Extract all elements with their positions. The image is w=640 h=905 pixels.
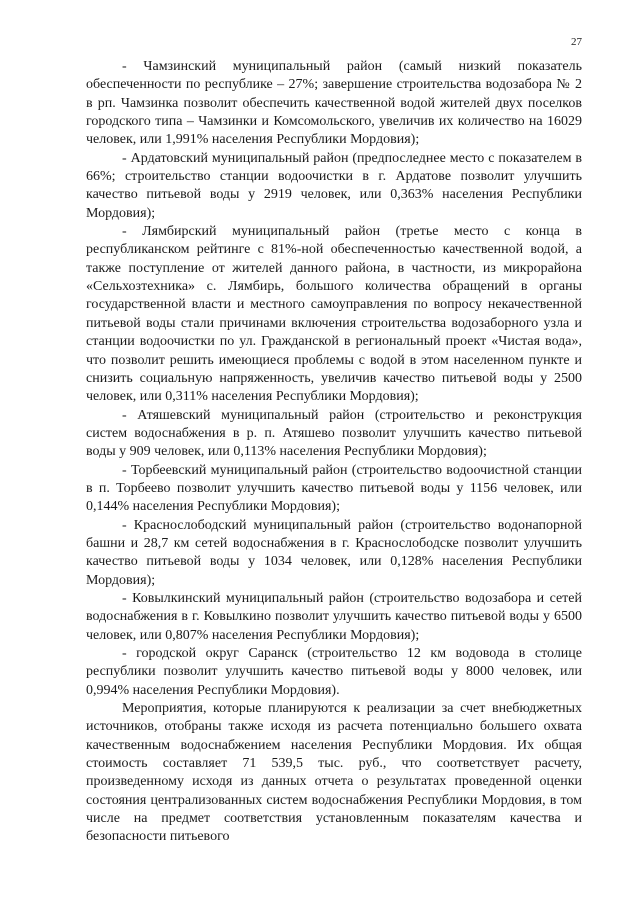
document-body	[86, 58, 582, 847]
paragraph-kovylkinsky-district: - Ковылкинский муниципальный район (строительство водозабора и сетей водоснабжения в г. Ковылкино позволит улучшить качество питьевой воды у 6500 человек, или 0,807% населения Республики Мордовия);	[86, 590, 582, 643]
paragraph-krasnoslobodsky-district: - Краснослободский муниципальный район (строительство водонапорной башни и 28,7 км сетей водоснабжения в г. Краснослободске позволит улучшить качество питьевой воды у 1034 человек, или 0,128% населения Республики Мордовия);	[86, 517, 582, 588]
paragraph-atyashevsky-district: - Атяшевский муниципальный район (строительство и реконструкция систем водоснабжения в р. п. Атяшево позволит улучшить качество питьевой воды у 909 человек, или 0,113% населения Республики Мордовия);	[86, 407, 582, 460]
page-number: 27	[571, 36, 582, 48]
paragraph-saransk-district: - городской округ Саранск (строительство 12 км водовода в столице республики позволит улучшить качество питьевой воды у 8000 человек, или 0,994% населения Республики Мордовия).	[86, 646, 582, 698]
paragraph-ardatovsky-district: - Ардатовский муниципальный район (предпоследнее место с показателем в 66%; строительство станции водоочистки в г. Ардатове позволит улучшить качество питьевой воды у 2919 человек, или 0,363% населения Республики Мордовия);	[86, 150, 582, 221]
paragraph-torbeevsky-district: - Торбеевский муниципальный район (строительство водоочистной станции в п. Торбеево позволит улучшить качество питьевой воды у 1156 человек, или 0,144% населения Республики Мордовия);	[86, 462, 582, 515]
paragraph-extra-budgetary-measures: Мероприятия, которые планируются к реализации за счет внебюджетных источников, отобраны также исходя из расчета потенциально большего охвата качественным водоснабжением населения Республики Мордовия. Их общая стоимость составляет 71 539,5 тыс. руб., что соответствует расчету, произведенному исходя из данных отчета о результатах проведенной оценки состояния централизованных систем водоснабжения Республики Мордовия, в том числе на предмет соответствия установленным показателям качества и безопасности питьевого	[86, 701, 582, 845]
paragraph-lyambirsky-district: - Лямбирский муниципальный район (третье место с конца в республиканском рейтинге с 81%-ной обеспеченностью качественной водой, а также поступление от жителей данного района, в частности, из микрорайона «Сельхозтехника» с. Лямбирь, большого количества обращений в органы государственной власти и местного самоуправления по вопросу некачественной питьевой воды стали причинами включения строительства водозаборного узла и станции водоочистки по ул. Гражданской в региональный проект «Чистая вода», что позволит решить имеющиеся проблемы с водой в этом населенном пункте и снизить социальную напряженность, увеличив качество питьевой воды у 2500 человек, или 0,311% населения Республики Мордовия);	[86, 224, 582, 405]
paragraph-chamzinsky-district: - Чамзинский муниципальный район (самый низкий показатель обеспеченности по республике – 27%; завершение строительства водозабора № 2 в рп. Чамзинка позволит обеспечить качественной водой жителей двух поселков городского типа – Чамзинки и Комсомольского, увеличив их количество на 16029 человек, или 1,991% населения Республики Мордовия);	[86, 59, 582, 148]
